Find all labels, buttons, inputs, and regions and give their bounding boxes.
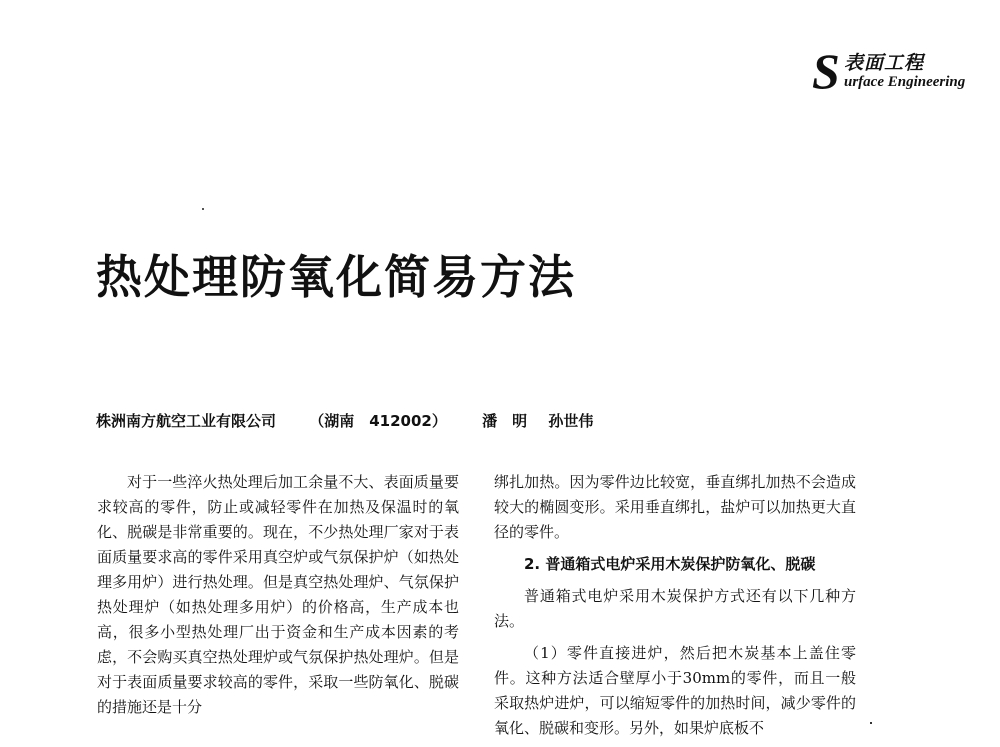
scan-speck [202, 208, 204, 210]
logo-chinese-title: 表面工程 [844, 52, 925, 74]
byline-author-2: 孙世伟 [548, 412, 594, 430]
byline [96, 410, 593, 431]
byline-author-1: 潘 明 [482, 412, 528, 430]
body-column-right [494, 470, 856, 741]
paragraph: 普通箱式电炉采用木炭保护方式还有以下几种方法。 [494, 587, 856, 630]
paragraph: （1）零件直接进炉，然后把木炭基本上盖住零件。这种方法适合壁厚小于30mm的零件，而且一般采取热炉进炉，可以缩短零件的加热时间，减少零件的氧化、脱碳和变形。另外，如果炉底板不 [494, 644, 856, 737]
journal-logo [812, 43, 972, 99]
logo-letter: S [812, 43, 840, 99]
article-title: 热处理防氧化简易方法 [96, 250, 576, 304]
scan-speck [870, 722, 872, 724]
paragraph: 绑扎加热。因为零件边比较宽，垂直绑扎加热不会造成较大的椭圆变形。采用垂直绑扎，盐炉可以加热更大直径的零件。 [494, 473, 856, 541]
body-column-left [97, 470, 459, 720]
logo-english-title: urface Engineering [844, 74, 966, 90]
byline-location: （湖南 412002） [309, 412, 447, 430]
section-heading: 2. 普通箱式电炉采用木炭保护防氧化、脱碳 [524, 555, 816, 573]
paragraph: 对于一些淬火热处理后加工余量不大、表面质量要求较高的零件，防止或减轻零件在加热及保温时的氧化、脱碳是非常重要的。现在，不少热处理厂家对于表面质量要求高的零件采用真空炉或气氛保护炉（如热处理多用炉）进行热处理。但是真空热处理炉、气氛保护热处理炉（如热处理多用炉）的价格高，生产成本也高，很多小型热处理厂出于资金和生产成本因素的考虑，不会购买真空热处理炉或气氛保护热处理炉。但是对于表面质量要求较高的零件，采取一些防氧化、脱碳的措施还是十分 [97, 473, 459, 716]
byline-organization: 株洲南方航空工业有限公司 [96, 412, 277, 430]
